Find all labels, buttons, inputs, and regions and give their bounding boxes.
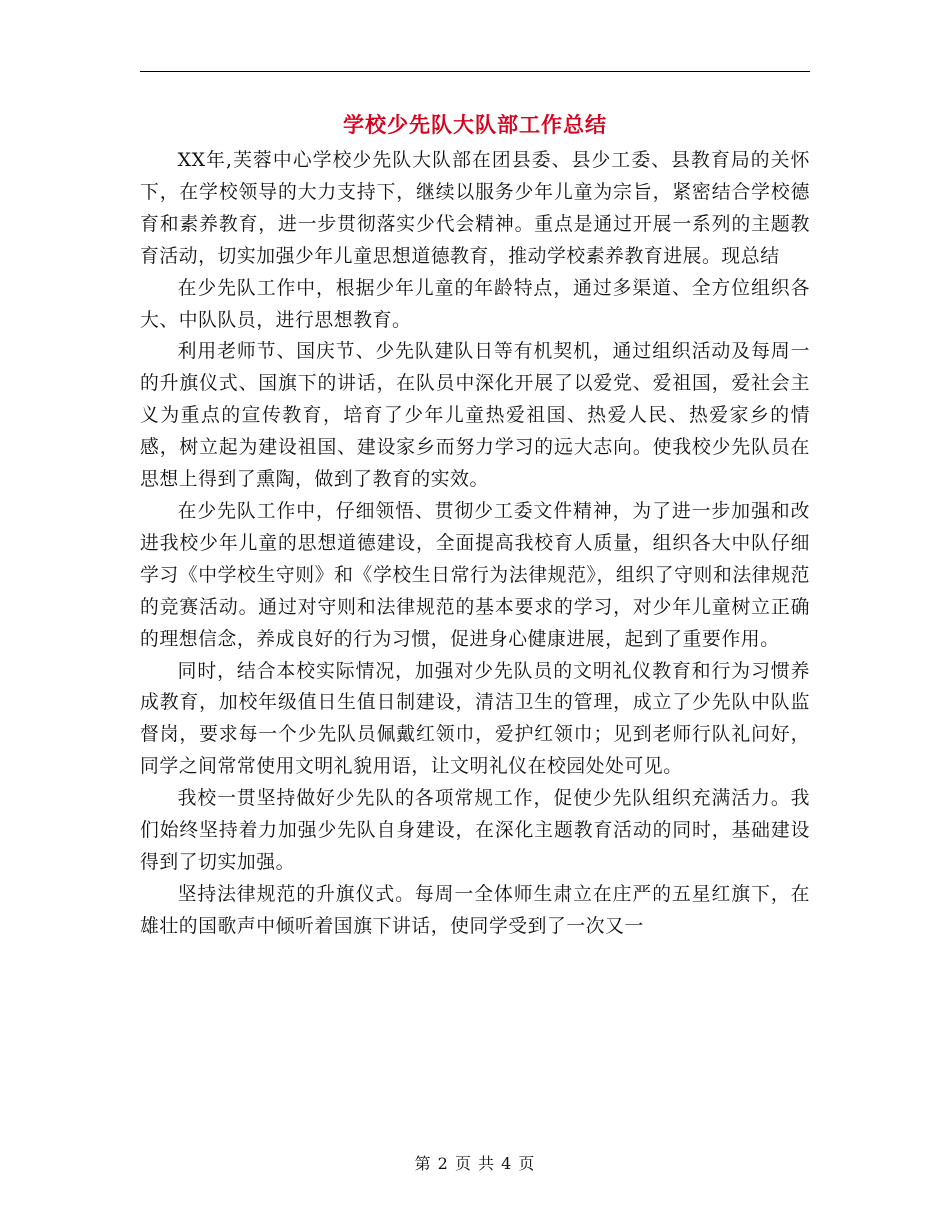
paragraph-2: 在少先队工作中，根据少年儿童的年龄特点，通过多渠道、全方位组织各大、中队队员，进行思想教育。 (140, 277, 810, 331)
paragraph-1: XX年,芙蓉中心学校少先队大队部在团县委、县少工委、县教育局的关怀下，在学校领导的大力支持下，继续以服务少年儿童为宗旨，紧密结合学校德育和素养教育，进一步贯彻落实少代会精神。重点是通过开展一系列的主题教育活动，切实加强少年儿童思想道德教育，推动学校素养教育进展。现总结 (140, 150, 810, 267)
paragraph-7: 坚持法律规范的升旗仪式。每周一全体师生肃立在庄严的五星红旗下，在雄壮的国歌声中倾听着国旗下讲话，使同学受到了一次又一 (140, 883, 810, 937)
paragraph-3: 利用老师节、国庆节、少先队建队日等有机契机，通过组织活动及每周一的升旗仪式、国旗下的讲话，在队员中深化开展了以爱党、爱祖国，爱社会主义为重点的宣传教育，培育了少年儿童热爱祖国、热爱人民、热爱家乡的情感，树立起为建设祖国、建设家乡而努力学习的远大志向。使我校少先队员在思想上得到了熏陶，做到了教育的实效。 (140, 341, 810, 491)
page-footer: 第 2 页 共 4 页 (414, 1154, 536, 1173)
document-body (140, 145, 810, 943)
paragraph-5: 同时，结合本校实际情况，加强对少先队员的文明礼仪教育和行为习惯养成教育，加校年级值日生值日制建设，清洁卫生的管理，成立了少先队中队监督岗，要求每一个少先队员佩戴红领巾，爱护红领巾；见到老师行队礼问好，同学之间常常使用文明礼貌用语，让文明礼仪在校园处处可见。 (140, 660, 810, 778)
header-rule (140, 71, 810, 72)
paragraph-4: 在少先队工作中，仔细领悟、贯彻少工委文件精神，为了进一步加强和改进我校少年儿童的思想道德建设，全面提高我校育人质量，组织各大中队仔细学习《中学校生守则》和《学校生日常行为法律规范》，组织了守则和法律规范的竞赛活动。通过对守则和法律规范的基本要求的学习，对少年儿童树立正确的理想信念，养成良好的行为习惯，促进身心健康进展，起到了重要作用。 (140, 500, 810, 650)
paragraph-6: 我校一贯坚持做好少先队的各项常规工作，促使少先队组织充满活力。我们始终坚持着力加强少先队自身建设，在深化主题教育活动的同时，基础建设得到了切实加强。 (140, 788, 810, 873)
document-title: 学校少先队大队部工作总结 (343, 112, 607, 137)
